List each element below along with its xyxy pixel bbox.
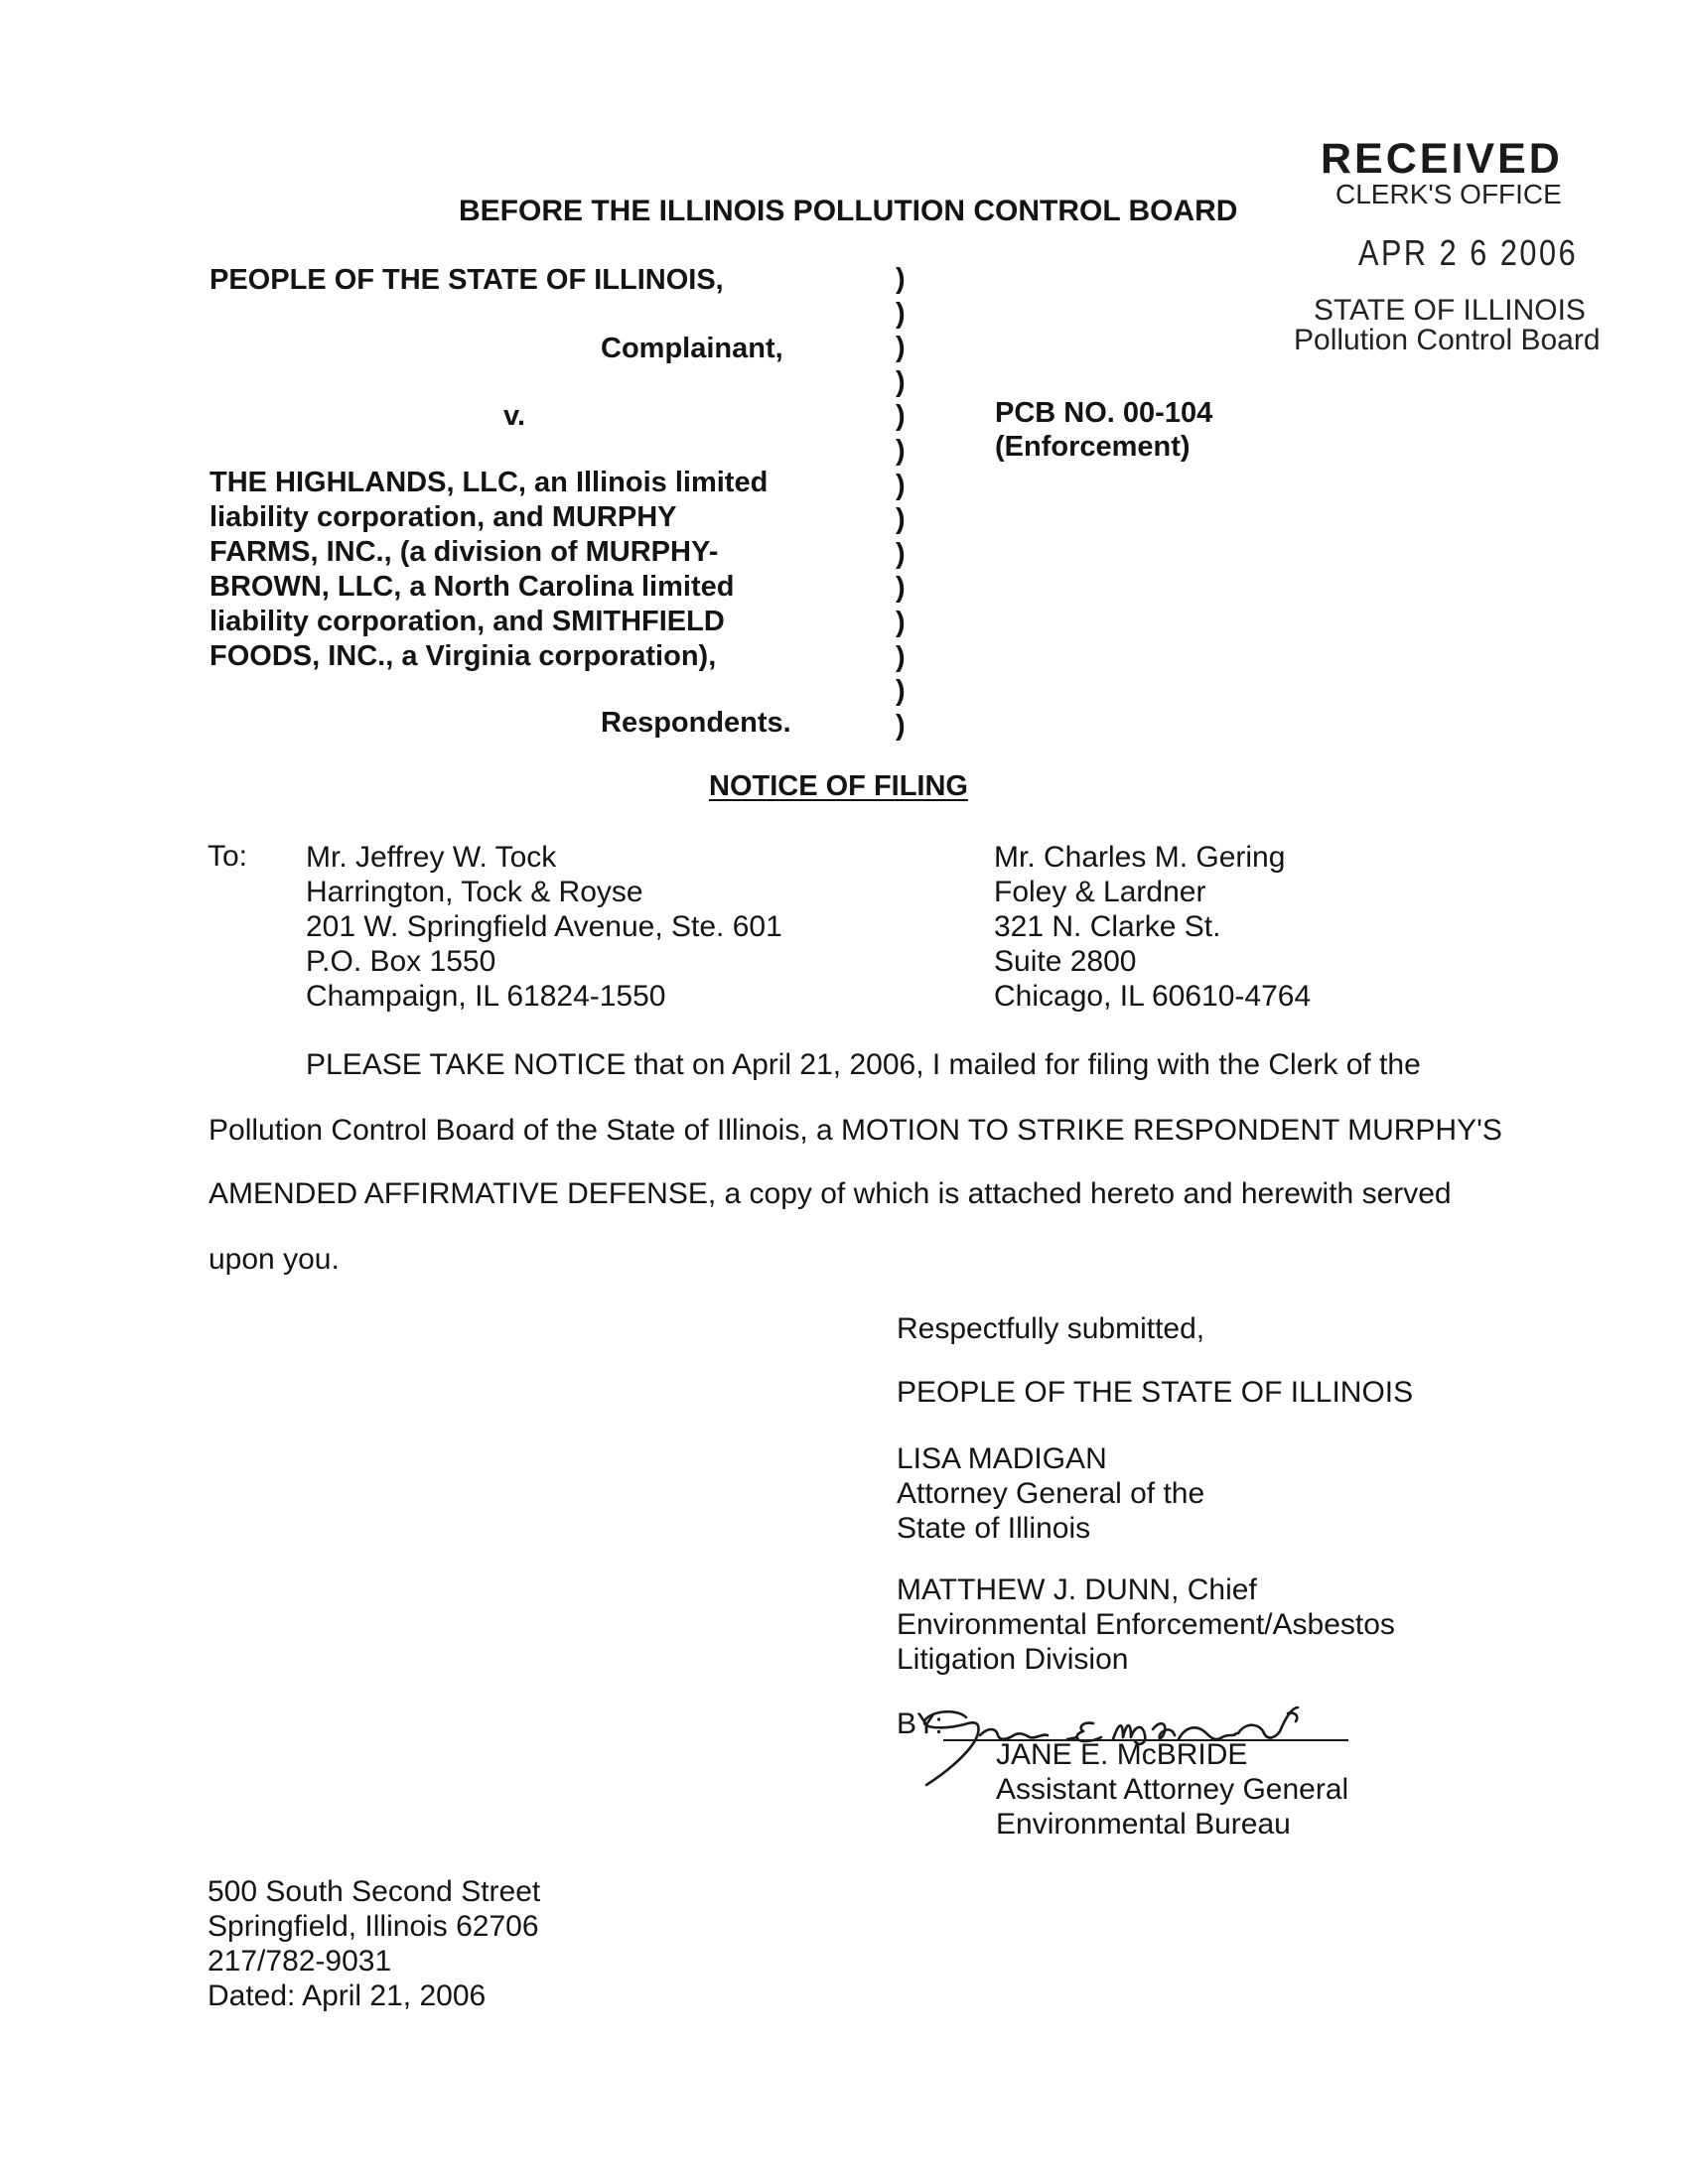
recipient-left xyxy=(306,840,782,1014)
versus-label: v. xyxy=(503,400,526,432)
by-label: BY: xyxy=(897,1707,943,1740)
closing: Respectfully submitted, xyxy=(897,1312,1205,1345)
chief-line: Litigation Division xyxy=(897,1643,1129,1676)
defendant-names xyxy=(210,466,768,674)
body-line: Pollution Control Board of the State of Illinois, a MOTION TO STRIKE RESPONDENT MURPHY'S xyxy=(209,1114,1502,1147)
defendant-line: THE HIGHLANDS, LLC, an Illinois limited xyxy=(210,467,769,498)
recipient-right xyxy=(994,840,1311,1014)
recipient-left-line: Mr. Jeffrey W. Tock xyxy=(306,841,557,874)
paren: ) xyxy=(896,400,906,433)
signer-line: Assistant Attorney General xyxy=(996,1773,1349,1806)
defendant-line: BROWN, LLC, a North Carolina limited xyxy=(210,571,735,603)
case-number: PCB NO. 00-104 xyxy=(995,397,1213,429)
paren: ) xyxy=(896,709,906,742)
defendant-line: FOODS, INC., a Virginia corporation), xyxy=(210,640,717,672)
recipient-left-line: Champaign, IL 61824-1550 xyxy=(306,980,666,1013)
paren: ) xyxy=(896,606,906,638)
to-label: To: xyxy=(208,840,248,873)
paren: ) xyxy=(896,263,906,295)
stamp-state: STATE OF ILLINOIS xyxy=(1314,294,1586,327)
stamp-date: APR 2 6 2006 xyxy=(1358,232,1579,273)
paren: ) xyxy=(896,434,906,467)
case-type: (Enforcement) xyxy=(995,431,1191,463)
address-line: Dated: April 21, 2006 xyxy=(208,1979,487,2012)
body-line: PLEASE TAKE NOTICE that on April 21, 2006, I mailed for filing with the Clerk of the xyxy=(306,1048,1421,1081)
defendant-role: Respondents. xyxy=(601,707,791,739)
recipient-left-line: Harrington, Tock & Royse xyxy=(306,876,643,908)
address-line: Springfield, Illinois 62706 xyxy=(208,1910,539,1943)
recipient-left-line: 201 W. Springfield Avenue, Ste. 601 xyxy=(306,910,782,943)
chief-line: MATTHEW J. DUNN, Chief xyxy=(897,1573,1257,1606)
court-heading: BEFORE THE ILLINOIS POLLUTION CONTROL BOARD xyxy=(459,195,1238,227)
ag-line: State of Illinois xyxy=(897,1512,1091,1545)
signer-block xyxy=(996,1737,1348,1842)
paren: ) xyxy=(896,297,906,330)
notice-body xyxy=(209,1048,1502,1287)
chief-block xyxy=(897,1572,1395,1677)
paren: ) xyxy=(896,675,906,708)
address-line: 500 South Second Street xyxy=(208,1875,541,1908)
recipient-left-line: P.O. Box 1550 xyxy=(306,945,496,978)
address-block xyxy=(208,1874,540,2013)
recipient-right-line: Mr. Charles M. Gering xyxy=(994,841,1286,874)
chief-line: Environmental Enforcement/Asbestos xyxy=(897,1608,1395,1641)
paren: ) xyxy=(896,503,906,536)
defendant-line: liability corporation, and SMITHFIELD xyxy=(210,606,725,637)
signer-line: Environmental Bureau xyxy=(996,1808,1291,1841)
attorney-general-block xyxy=(897,1441,1204,1546)
defendant-line: FARMS, INC., (a division of MURPHY- xyxy=(210,536,719,568)
ag-line: LISA MADIGAN xyxy=(897,1442,1107,1475)
signer-line: JANE E. McBRIDE xyxy=(996,1738,1248,1771)
recipient-right-line: Foley & Lardner xyxy=(994,876,1206,908)
body-line: AMENDED AFFIRMATIVE DEFENSE, a copy of which is attached hereto and herewith served xyxy=(209,1177,1452,1210)
stamp-title: RECEIVED xyxy=(1321,135,1563,183)
plaintiff-name: PEOPLE OF THE STATE OF ILLINOIS, xyxy=(210,264,724,296)
paren: ) xyxy=(896,469,906,501)
party-name: PEOPLE OF THE STATE OF ILLINOIS xyxy=(897,1376,1414,1409)
caption-parentheses xyxy=(896,262,906,743)
address-line: 217/782-9031 xyxy=(208,1945,392,1978)
defendant-line: liability corporation, and MURPHY xyxy=(210,501,677,533)
recipient-right-line: Suite 2800 xyxy=(994,945,1137,978)
recipient-right-line: 321 N. Clarke St. xyxy=(994,910,1221,943)
stamp-office: CLERK'S OFFICE xyxy=(1335,179,1562,209)
paren: ) xyxy=(896,640,906,673)
ag-line: Attorney General of the xyxy=(897,1477,1205,1510)
stamp-board: Pollution Control Board xyxy=(1294,324,1601,356)
body-line: upon you. xyxy=(209,1243,340,1276)
paren: ) xyxy=(896,365,906,398)
paren: ) xyxy=(896,332,906,364)
notice-title: NOTICE OF FILING xyxy=(709,770,968,802)
recipient-right-line: Chicago, IL 60610-4764 xyxy=(994,980,1312,1013)
paren: ) xyxy=(896,537,906,570)
plaintiff-role: Complainant, xyxy=(601,333,783,364)
paren: ) xyxy=(896,572,906,605)
